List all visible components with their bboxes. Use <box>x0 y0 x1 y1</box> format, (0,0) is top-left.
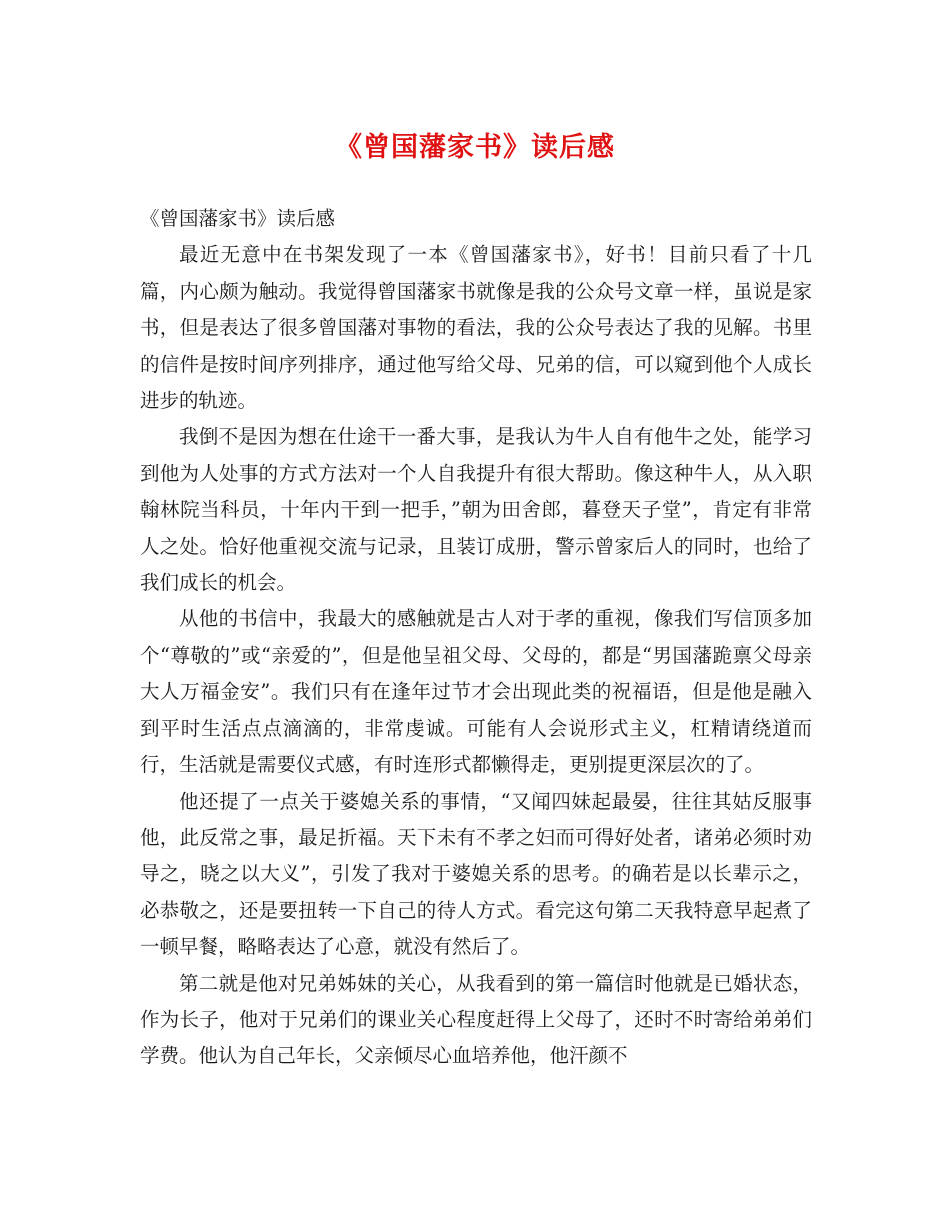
paragraph-4: 他还提了一点关于婆媳关系的事情，“又闻四妹起最晏，往往其姑反服事他，此反常之事，最足折福。天下未有不孝之妇而可得好处者，诸弟必须时劝导之，晓之以大义”，引发了我对于婆媳关系的思考。的确若是以长辈示之，必恭敬之，还是要扭转一下自己的待人方式。看完这句第二天我特意早起煮了一顿早餐，略略表达了心意，就没有然后了。 <box>140 789 812 959</box>
paragraph-2: 我倒不是因为想在仕途干一番大事，是我认为牛人自有他牛之处，能学习到他为人处事的方式方法对一个人自我提升有很大帮助。像这种牛人，从入职翰林院当科员，十年内干到一把手，”朝为田舍郎，暮登天子堂”，肯定有非常人之处。恰好他重视交流与记录，且装订成册，警示曾家后人的同时，也给了我们成长的机会。 <box>140 425 812 595</box>
document-body <box>140 201 812 1075</box>
document-subtitle: 《曾国藩家书》读后感 <box>140 207 336 230</box>
paragraph-3: 从他的书信中，我最大的感触就是古人对于孝的重视，像我们写信顶多加个“尊敬的”或“亲爱的”，但是他呈祖父母、父母的，都是“男国藩跪禀父母亲大人万福金安”。我们只有在逢年过节才会出现此类的祝福语，但是他是融入到平时生活点点滴滴的，非常虔诚。可能有人会说形式主义，杠精请绕道而行，生活就是需要仪式感，有时连形式都懒得走，更别提更深层次的了。 <box>140 607 812 777</box>
document-title: 《曾国藩家书》读后感 <box>335 132 615 163</box>
paragraph-5: 第二就是他对兄弟姊妹的关心，从我看到的第一篇信时他就是已婚状态，作为长子，他对于兄弟们的课业关心程度赶得上父母了，还时不时寄给弟弟们学费。他认为自己年长，父亲倾尽心血培养他，他汗颜不 <box>140 971 812 1068</box>
paragraph-1: 最近无意中在书架发现了一本《曾国藩家书》，好书！目前只看了十几篇，内心颇为触动。我觉得曾国藩家书就像是我的公众号文章一样，虽说是家书，但是表达了很多曾国藩对事物的看法，我的公众号表达了我的见解。书里的信件是按时间序列排序，通过他写给父母、兄弟的信，可以窥到他个人成长进步的轨迹。 <box>140 243 812 413</box>
